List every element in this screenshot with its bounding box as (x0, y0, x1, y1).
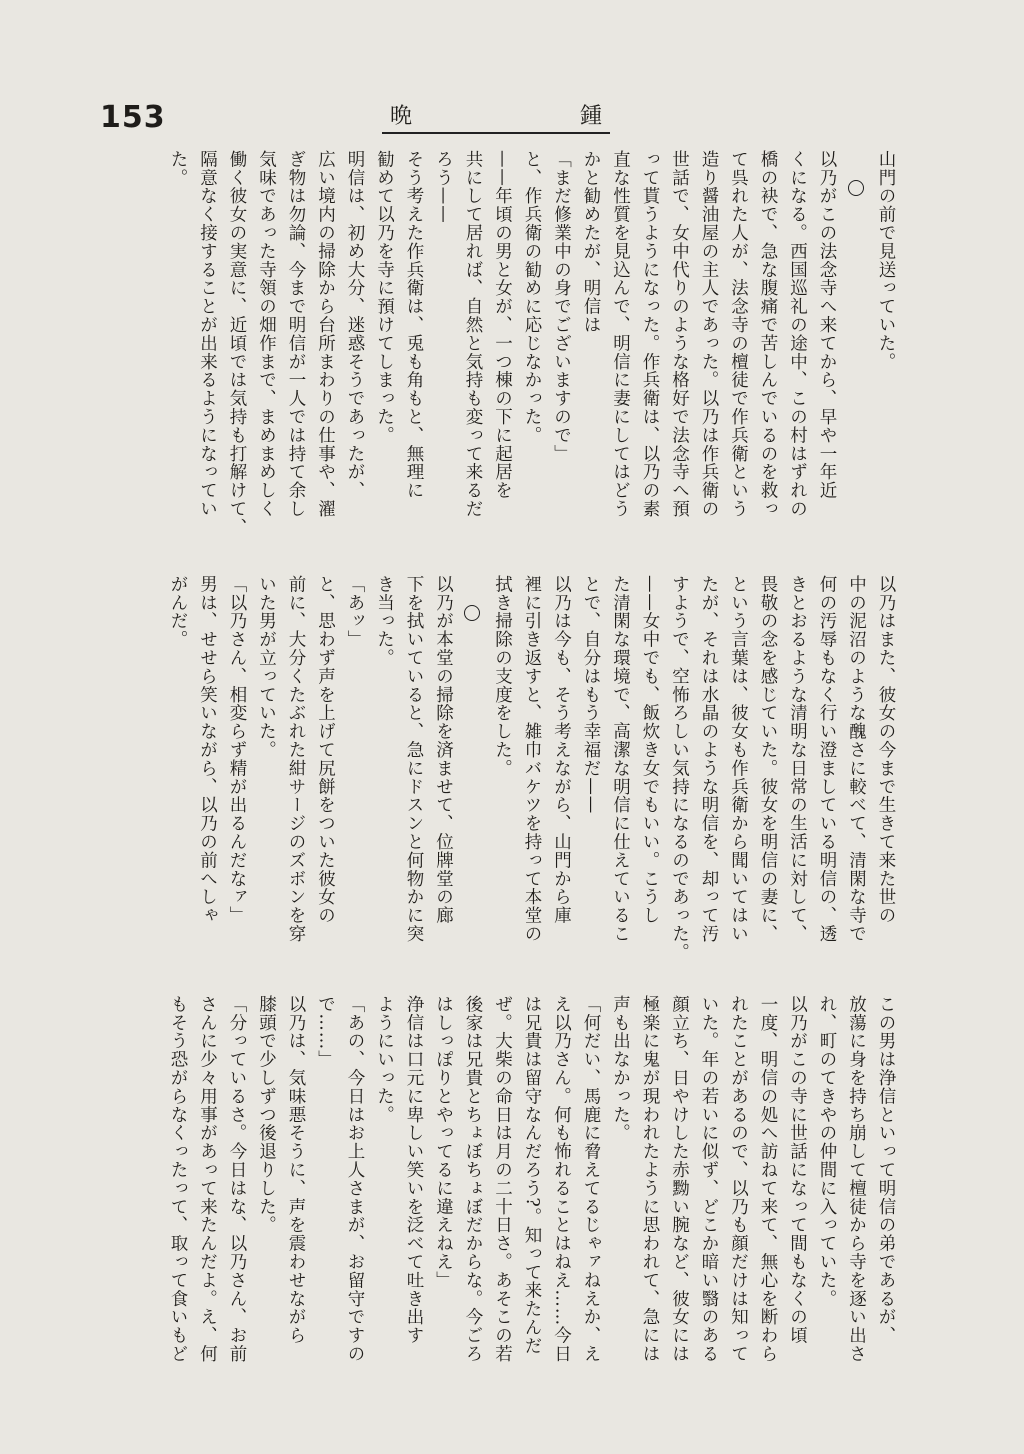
text-line: 気味であった寺領の畑作まで、まめまめしく (256, 150, 277, 518)
text-line: もそう恐がらなくったって、取って食いもど (168, 995, 188, 1363)
text-line: そう考えた作兵衛は、兎も角もと、無理に (404, 150, 424, 500)
text-line: ——年頃の男と女が、一つ棟の下に起居を (492, 150, 513, 500)
text-line: 広い境内の掃除から台所まわりの仕事や、濯 (315, 150, 336, 518)
text-line: 「あの、今日はお上人さまが、お留守ですの (345, 995, 365, 1363)
text-line: 何の汚辱もなく行い澄ましている明信の、透 (817, 575, 837, 943)
text-line: き当った。 (374, 575, 395, 667)
text-line: 以乃がこの法念寺へ来てから、早や一年近 (817, 150, 837, 500)
text-tier-2 (100, 575, 900, 965)
text-line: は兄貴は留守なんだろう?。知って来たんだ (522, 995, 542, 1355)
text-line: いた男が立っていた。 (256, 575, 277, 759)
text-line: 共にして居れば、自然と気持も変って来るだ (463, 150, 483, 518)
text-line: 裡に引き返すと、雑巾バケツを持って本堂の (522, 575, 542, 943)
text-line: て呉れた人が、法念寺の檀徒で作兵衛という (728, 150, 749, 518)
text-line: 勧めて以乃を寺に預けてしまった。 (374, 150, 395, 445)
text-line: がんだ。 (168, 575, 188, 649)
text-line: と、作兵衛の勧めに応じなかった。 (522, 150, 542, 445)
text-line: で……」 (315, 995, 336, 1069)
text-line: 明信は、初め大分、迷惑そうであったが、 (345, 150, 365, 500)
text-line: 中の泥沼のような醜さに較べて、清閑な寺で (846, 575, 867, 943)
text-line: という言葉は、彼女も作兵衛から聞いてはい (728, 575, 749, 943)
text-line: 働く彼女の実意に、近頃では気持も打解けて、 (227, 150, 247, 537)
page-number: 153 (100, 100, 166, 135)
text-line: 後家は兄貴とちょぼちょぼだからな。今ごろ (463, 995, 483, 1363)
text-line: ——女中でも、飯炊き女でもいい。こうし (640, 575, 660, 925)
text-line: 隔意なく接することが出来るようになってい (197, 150, 218, 518)
running-head-right: 鍾 (579, 104, 602, 129)
text-line: 「以乃さん、相変らず精が出るんだなァ」 (227, 575, 247, 925)
text-line: 以乃が本堂の掃除を済ませて、位牌堂の廊 (433, 575, 454, 925)
text-line: 「まだ修業中の身でございますので」 (551, 150, 572, 463)
text-line: 拭き掃除の支度をした。 (492, 575, 513, 778)
text-line: ようにいった。 (374, 995, 395, 1124)
text-line: この男は浄信といって明信の弟であるが、 (876, 995, 896, 1345)
text-line: 以乃はまた、彼女の今まで生きて来た世の (876, 575, 896, 925)
section-break-circle (458, 575, 488, 965)
section-break-circle (841, 150, 871, 545)
text-line: 「何だい、馬鹿に脅えてるじゃァねえか、え (581, 995, 601, 1363)
text-line: 浄信は口元に卑しい笑いを泛べて吐き出す (404, 995, 424, 1345)
text-line: 山門の前で見送っていた。 (876, 150, 896, 371)
text-tier-3 (100, 995, 900, 1405)
text-line: 男は、せせら笑いながら、以乃の前へしゃ (197, 575, 218, 925)
text-line: ぎ物は勿論、今まで明信が一人では持て余し (286, 150, 306, 518)
text-line: 造り醤油屋の主人であった。以乃は作兵衛の (699, 150, 719, 518)
text-line: ぜ。大柴の命日は月の二十日さ。あそこの若 (492, 995, 513, 1363)
text-line: 「分っているさ。今日はな、以乃さん、お前 (227, 995, 247, 1363)
text-line: 極楽に鬼が現われたように思われて、急には (640, 995, 660, 1363)
text-line: 放蕩に身を持ち崩して檀徒から寺を逐い出さ (846, 995, 867, 1363)
text-line: 膝頭で少しずつ後退りした。 (256, 995, 277, 1235)
running-head-left: 晩 (390, 104, 413, 129)
text-line: 下を拭いていると、急にドスンと何物かに突 (404, 575, 424, 943)
text-line: とで、自分はもう幸福だ—— (581, 575, 601, 815)
text-tier-1 (100, 150, 900, 545)
text-line: た清閑な環境で、高潔な明信に仕えているこ (610, 575, 631, 943)
text-line: と、思わず声を上げて尻餅をついた彼女の (315, 575, 336, 925)
text-line: さんに少々用事があって来たんだよ。え、何 (197, 995, 218, 1363)
text-line: た。 (168, 150, 188, 187)
text-line: 以乃は今も、そう考えながら、山門から庫 (551, 575, 572, 925)
text-line: はしっぽりとやってるに違えねえ」 (433, 995, 454, 1290)
text-line: かと勧めたが、明信は (581, 150, 601, 334)
text-line: 直な性質を見込んで、明信に妻にしてはどう (610, 150, 631, 518)
text-line: ろう—— (433, 150, 454, 224)
text-line: 顔立ち、日やけした赤黝い腕など、彼女には (669, 995, 690, 1363)
running-head (382, 98, 610, 134)
text-line: 世話で、女中代りのような格好で法念寺へ預 (669, 150, 690, 518)
text-line: 畏敬の念を感じていた。彼女を明信の妻に、 (758, 575, 778, 943)
text-line: れ、町のてきやの仲間に入っていた。 (817, 995, 837, 1308)
text-line: 声も出なかった。 (610, 995, 631, 1143)
text-line: きとおるような清明な日常の生活に対して、 (787, 575, 808, 943)
text-line: 「あッ」 (345, 575, 365, 649)
text-line: 橋の袂で、急な腹痛で苦しんでいるのを救っ (758, 150, 778, 518)
text-line: れたことがあるので、以乃も顔だけは知って (728, 995, 749, 1363)
text-line: 以乃がこの寺に世話になって間もなくの頃 (787, 995, 808, 1345)
text-line: え以乃さん。何も怖れることはねえ……今日 (551, 995, 572, 1363)
text-line: 前に、大分くたぶれた紺サージのズボンを穿 (286, 575, 306, 943)
text-line: いた。年の若いに似ず、どこか暗い翳のある (699, 995, 719, 1363)
text-line: 一度、明信の処へ訪ねて来て、無心を断わら (758, 995, 778, 1363)
text-line: 以乃は、気味悪そうに、声を震わせながら (286, 995, 306, 1345)
text-line: たが、それは水晶のような明信を、却って汚 (699, 575, 719, 943)
text-line: くになる。西国巡礼の途中、この村はずれの (787, 150, 808, 518)
text-line: すようで、空怖ろしい気持になるのであった。 (669, 575, 690, 962)
text-line: って貰うようになった。作兵衛は、以乃の素 (640, 150, 660, 518)
